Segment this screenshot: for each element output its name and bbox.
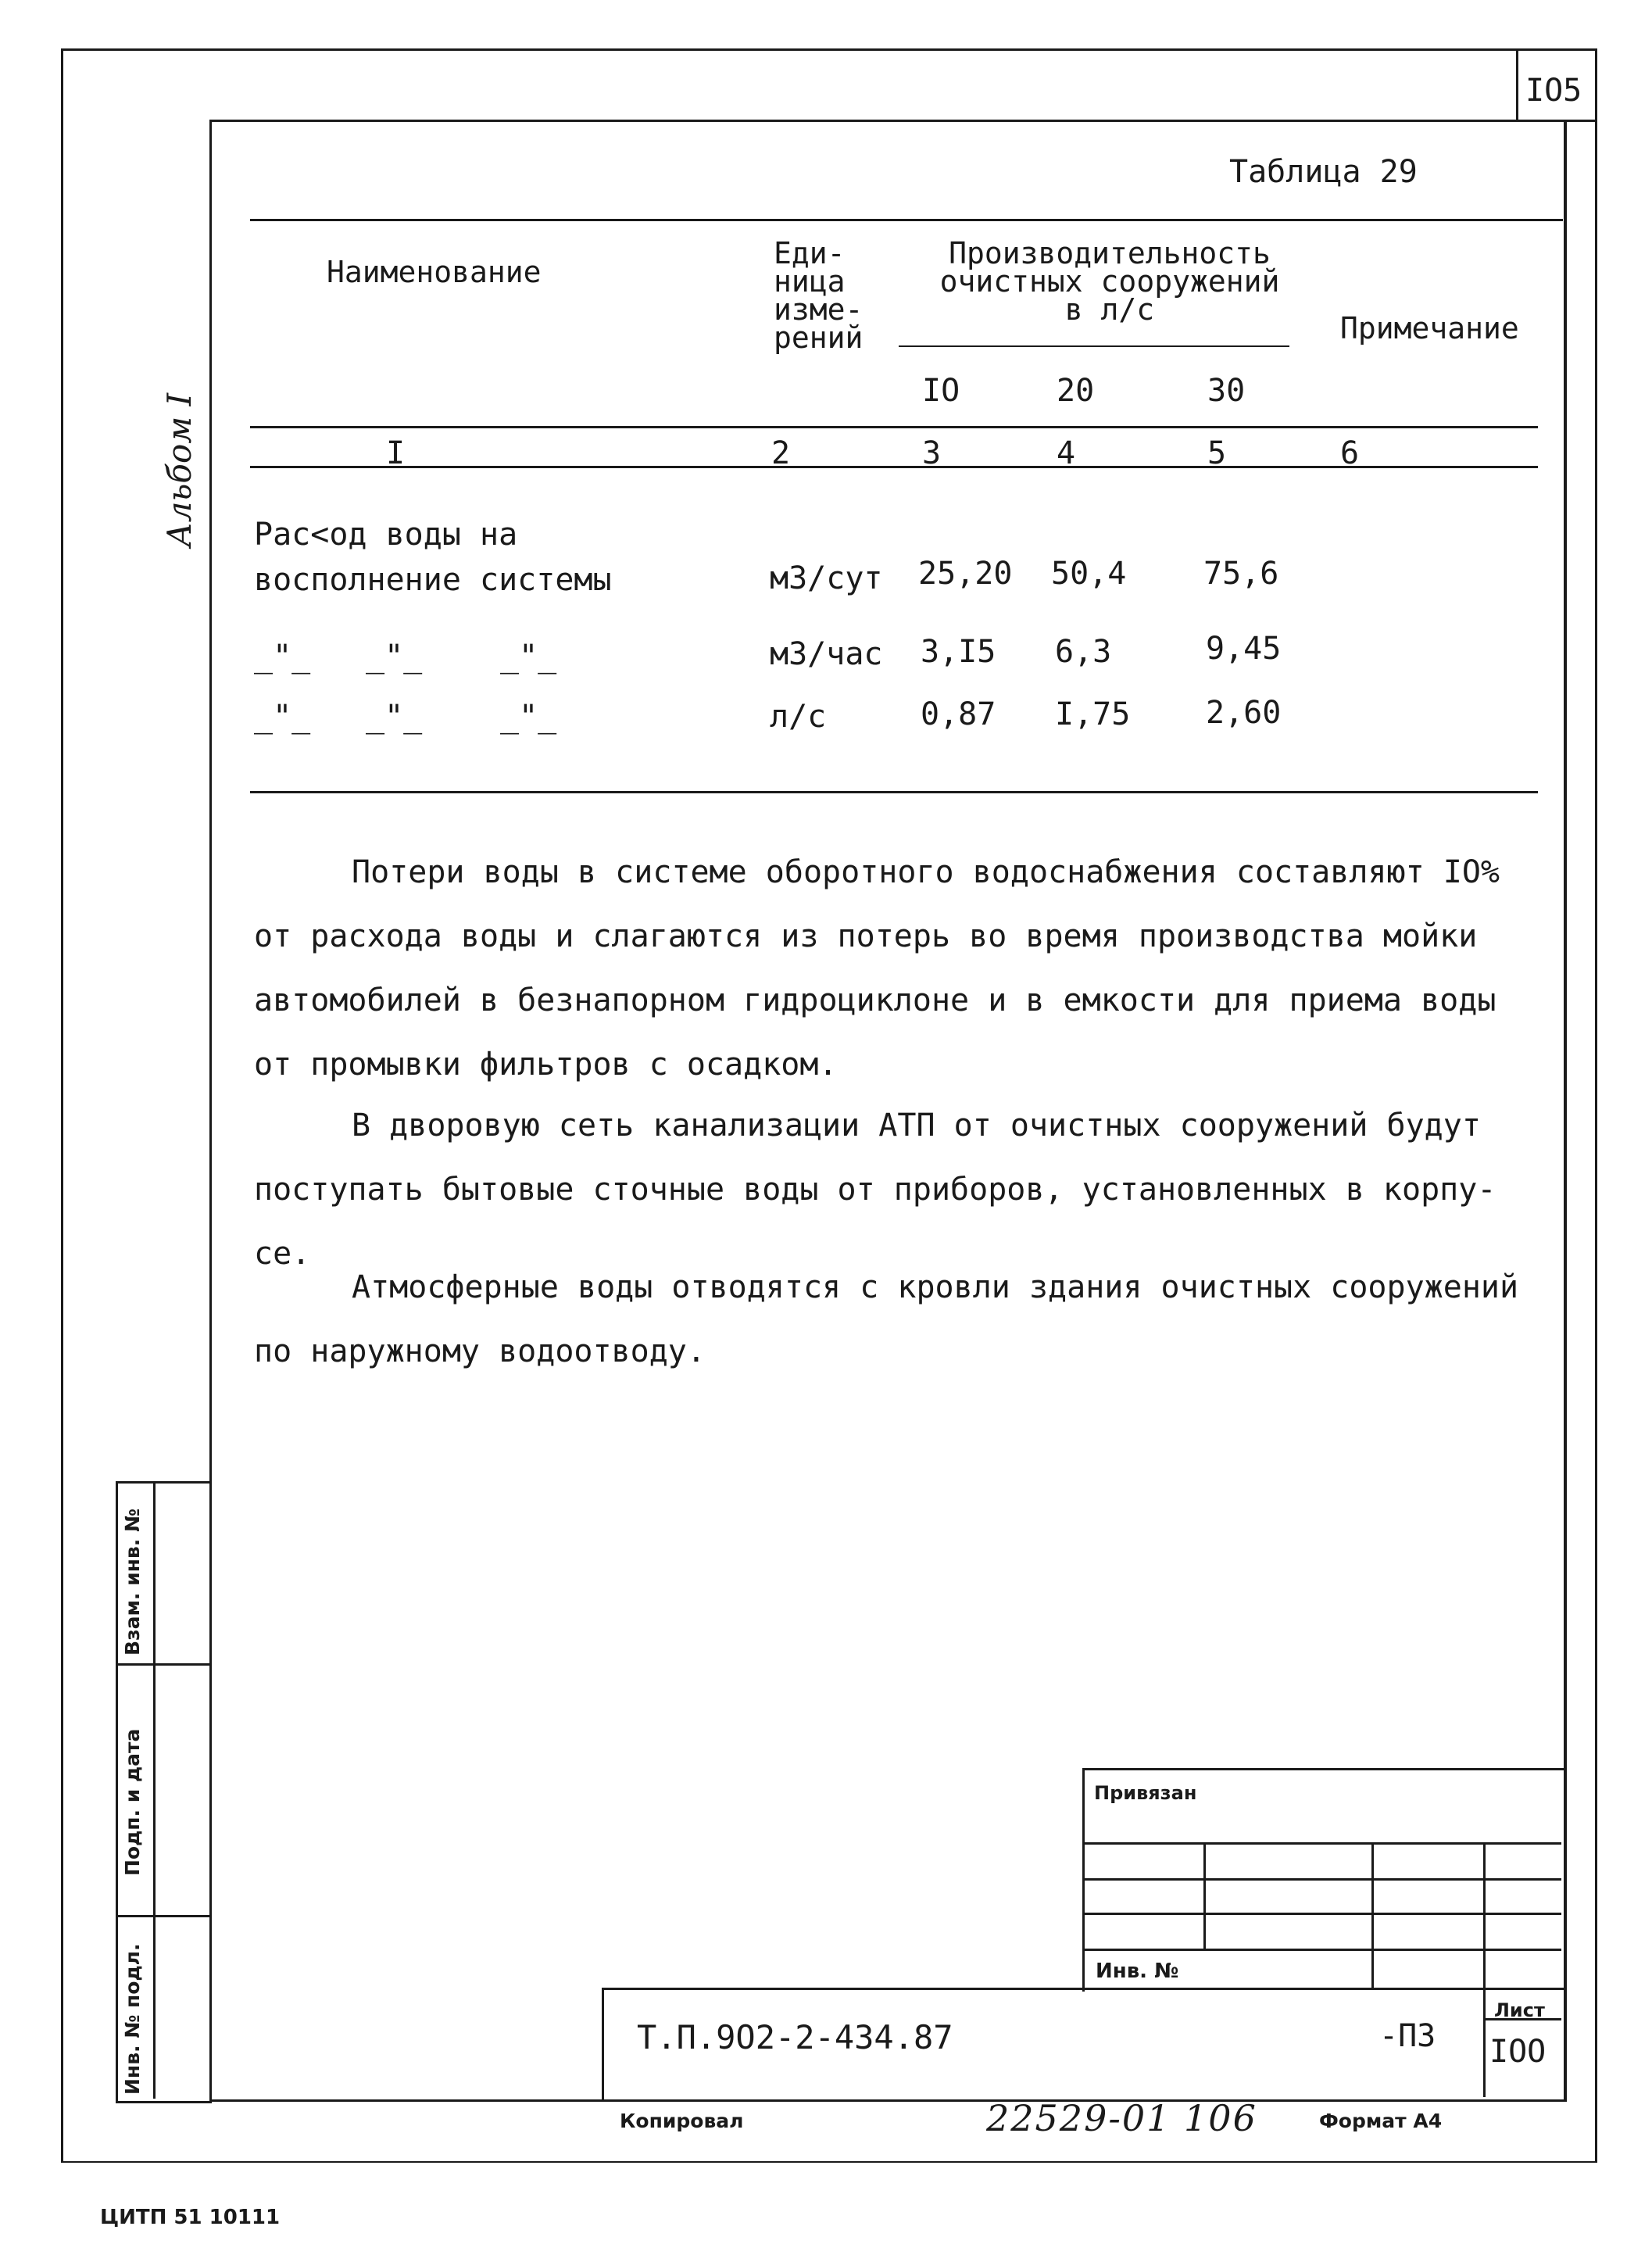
row3-val-30: 2,60 <box>1206 695 1282 731</box>
tb-v1 <box>1203 1842 1206 1949</box>
stamp-podp: Подп. и дата <box>121 1728 144 1876</box>
document-code: Т.П.9О2-2-434.87 <box>637 2018 953 2056</box>
row3-ditto-1: _"_ <box>254 699 311 735</box>
stamp-inv: Инв. № подл. <box>121 1943 144 2095</box>
table-title: Таблица 29 <box>1229 154 1418 190</box>
tb-h3 <box>1082 1913 1561 1915</box>
tb-v2 <box>1371 1842 1374 1989</box>
list-label: Лист <box>1494 1999 1545 2021</box>
row2-ditto-2: _"_ <box>366 639 423 675</box>
colnum-5: 5 <box>1207 435 1227 471</box>
header-note: Примечание <box>1340 311 1519 345</box>
colnum-3: 3 <box>922 435 942 471</box>
row2-ditto-3: _"_ <box>500 639 557 675</box>
tb-v3 <box>1483 1842 1486 1989</box>
row1-val-20: 50,4 <box>1051 556 1127 592</box>
left-stamp-h1 <box>116 1663 209 1666</box>
paragraph-2: В дворовую сеть канализации АТП от очистных сооружений будут поступать бытовые сточные воды от приборов, установленных в корпу- се. <box>254 1108 1496 1272</box>
row1-name-line1: Рас<од воды на <box>254 517 518 553</box>
tb-h1 <box>1082 1842 1561 1845</box>
colnum-6: 6 <box>1340 435 1360 471</box>
tb-list-divider <box>1483 1988 1486 2097</box>
inv-no-label: Инв. № <box>1096 1960 1179 1983</box>
row3-val-20: I,75 <box>1055 696 1131 732</box>
row2-ditto-1: _"_ <box>254 639 311 675</box>
side-album-label: Альбом I <box>160 392 198 547</box>
printer-mark: ЦИТП 51 10111 <box>100 2206 281 2229</box>
row2-val-10: 3,I5 <box>921 634 996 670</box>
capacity-col-20: 20 <box>1057 373 1095 409</box>
corner-number: IO5 <box>1525 73 1582 109</box>
row3-val-10: 0,87 <box>921 696 996 732</box>
colnum-1: I <box>386 435 406 471</box>
row3-unit: л/с <box>770 699 827 735</box>
capacity-subrule <box>899 345 1289 347</box>
row1-unit: м3/сут <box>770 560 883 596</box>
row3-ditto-3: _"_ <box>500 699 557 735</box>
row1-val-30: 75,6 <box>1203 556 1279 592</box>
row1-val-10: 25,20 <box>918 556 1013 592</box>
capacity-col-10: IO <box>922 373 960 409</box>
privyazan-label: Привязан <box>1094 1782 1197 1804</box>
left-stamp-h2 <box>116 1915 209 1917</box>
handwritten-number: 22529-01 106 <box>986 2097 1257 2139</box>
stamp-vzam: Взам. инв. № <box>121 1509 144 1655</box>
colnum-rule <box>250 466 1538 468</box>
table-bottom-rule <box>250 791 1538 793</box>
table-top-rule <box>250 219 1563 221</box>
colnum-4: 4 <box>1057 435 1076 471</box>
left-stamp-divider <box>153 1481 156 2099</box>
row2-unit: м3/час <box>770 636 883 672</box>
row1-name-line2: восполнение системы <box>254 562 612 598</box>
colnum-2: 2 <box>771 435 791 471</box>
tb-h2 <box>1082 1878 1561 1881</box>
paragraph-1: Потери воды в системе оборотного водоснабжения составляют IO% от расхода воды и слагаются из потерь во время производства мойки автомобилей в безнапорном гидроциклоне и в емкости для приема воды от промывки фильтров с осадком. <box>254 854 1500 1083</box>
tb-h4 <box>1082 1949 1561 1951</box>
list-value: IOO <box>1489 2034 1547 2070</box>
capacity-col-30: 30 <box>1207 373 1246 409</box>
row3-ditto-2: _"_ <box>366 699 423 735</box>
header-bottom-rule <box>250 426 1538 428</box>
format-label: Формат А4 <box>1319 2110 1443 2132</box>
header-capacity: Производительность очистных сооружений в л/с <box>939 236 1280 327</box>
row2-val-20: 6,3 <box>1055 634 1112 670</box>
row2-val-30: 9,45 <box>1206 631 1282 667</box>
header-unit: Еди- ница изме- рений <box>774 236 864 355</box>
header-name: Наименование <box>327 255 542 289</box>
kopiroval-label: Копировал <box>620 2110 744 2132</box>
section-code: -ПЗ <box>1379 2018 1436 2054</box>
paragraph-3: Атмосферные воды отводятся с кровли здания очистных сооружений по наружному водоотводу. <box>254 1269 1519 1369</box>
